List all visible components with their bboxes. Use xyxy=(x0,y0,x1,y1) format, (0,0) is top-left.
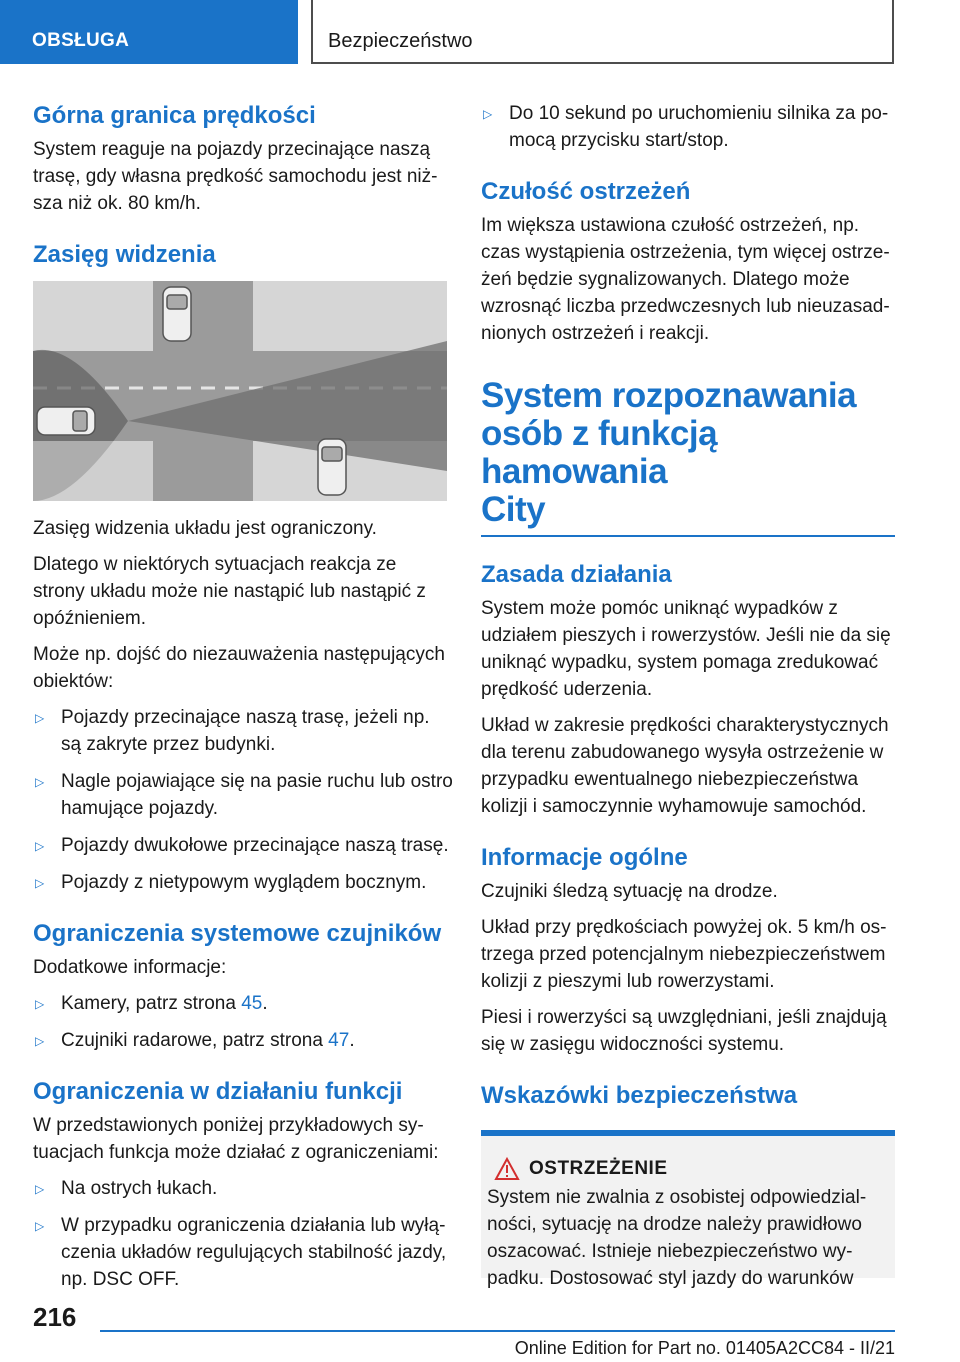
paragraph-upper-limit: System reaguje na pojazdy przecinające naszą trasę, gdy własna prędkość samochodu jest niższa niż ok. 80 km/h. xyxy=(33,139,438,214)
continued-list xyxy=(481,100,895,154)
car-left-icon xyxy=(37,407,95,435)
page-link-47[interactable]: 47 xyxy=(328,1030,350,1051)
list-item: ▷ Pojazdy dwukołowe przecinające naszą trasę. xyxy=(33,832,453,859)
list-item: ▷ Pojazdy z nietypowym wyglądem bocznym. xyxy=(33,869,453,896)
heading-principle: Zasada działania xyxy=(481,561,672,588)
heading-general: Informacje ogólne xyxy=(481,844,688,871)
list-item: ▷ Kamery, patrz strona 45. xyxy=(33,990,453,1017)
warning-text: System nie zwalnia z osobistej odpowiedzialności, sytuację na drodze należy prawidłowo oszacować. Istnieje niebezpieczeństwo wypadku. Dostosować styl jazdy do warunków xyxy=(487,1187,867,1289)
sensor-list xyxy=(33,990,453,1054)
paragraph-function: W przedstawionych poniżej przykładowych sytuacjach funkcja może działać z ograniczeniami: xyxy=(33,1115,439,1163)
heading-safety: Wskazówki bezpieczeństwa xyxy=(481,1082,798,1109)
warning-header xyxy=(495,1158,889,1180)
range-list xyxy=(33,704,453,896)
paragraph-general-3: Piesi i rowerzyści są uwzględniani, jeśli znajdują się w zasięgu widoczności systemu. xyxy=(481,1007,887,1055)
chapter-heading-line-2: osób z funkcją hamowania xyxy=(481,414,718,491)
left-column xyxy=(33,100,453,1303)
triangle-bullet-icon: ▷ xyxy=(483,107,493,121)
triangle-bullet-icon: ▷ xyxy=(35,1034,45,1048)
triangle-bullet-icon: ▷ xyxy=(35,711,45,725)
list-item: ▷ Do 10 sekund po uruchomieniu silnika za pomocą przycisku start/stop. xyxy=(483,103,889,151)
paragraph-range-1: Zasięg widzenia układu jest ograniczony. xyxy=(33,518,377,539)
range-diagram-image xyxy=(33,281,447,501)
triangle-bullet-icon: ▷ xyxy=(35,1182,45,1196)
section-tab xyxy=(0,0,298,64)
chapter-tab xyxy=(311,0,894,64)
paragraph-principle-2: Układ w zakresie prędkości charakterystycznych dla terenu zabudowanego wysyła ostrzeżenie w przypadku ewentualnego niebezpieczeństwa kolizji i samoczynnie wyhamowuje samochód. xyxy=(481,715,889,817)
car-bottom-icon xyxy=(318,439,346,495)
paragraph-range-2: Dlatego w niektórych sytuacjach reakcja ze strony układu może nie nastąpić lub nastąpić z opóźnieniem. xyxy=(33,554,426,629)
function-list xyxy=(33,1175,453,1293)
list-item: ▷ Na ostrych łukach. xyxy=(33,1175,453,1202)
warning-title: OSTRZEŻENIE xyxy=(529,1158,668,1179)
warning-triangle-icon xyxy=(495,1158,519,1180)
list-item: ▷ Pojazdy przecinające naszą trasę, jeżeli np. są zakryte przez budynki. xyxy=(35,707,430,755)
chapter-heading-line-3: City xyxy=(481,490,546,529)
section-title: OBSŁUGA xyxy=(32,30,130,51)
paragraph-sensor: Dodatkowe informacje: xyxy=(33,957,227,978)
page-number: 216 xyxy=(33,1302,77,1332)
triangle-bullet-icon: ▷ xyxy=(35,775,45,789)
heading-upper-limit: Górna granica prędkości xyxy=(33,102,316,129)
paragraph-general-1: Czujniki śledzą sytuację na drodze. xyxy=(481,881,778,902)
page-link-45[interactable]: 45 xyxy=(241,993,263,1014)
chapter-title: Bezpieczeństwo xyxy=(328,30,473,52)
list-item: ▷ W przypadku ograniczenia działania lub wyłączenia układów regulujących stabilność jazdy, np. DSC OFF. xyxy=(35,1215,447,1290)
heading-sensor-limits: Ograniczenia systemowe czujników xyxy=(33,920,442,947)
triangle-bullet-icon: ▷ xyxy=(35,997,45,1011)
heading-divider xyxy=(481,535,895,537)
triangle-bullet-icon: ▷ xyxy=(35,1219,45,1233)
car-top-icon xyxy=(163,287,191,341)
paragraph-sensitivity: Im większa ustawiona czułość ostrzeżeń, np. czas wystąpienia ostrzeżenia, tym więcej ostrzeżeń będzie sygnalizowanych. Dlatego może wzrosnąć liczba przedwczesnych lub nieuzasadnionych ostrzeżeń i reakcji. xyxy=(481,215,890,344)
paragraph-principle-1: System może pomóc uniknąć wypadków z udziałem pieszych i rowerzystów. Jeśli nie da się uniknąć wypadku, system pomaga zredukować prędkość uderzenia. xyxy=(481,598,891,700)
chapter-heading-line-1: System rozpoznawania xyxy=(481,376,857,415)
triangle-bullet-icon: ▷ xyxy=(35,839,45,853)
paragraph-general-2: Układ przy prędkościach powyżej ok. 5 km/h ostrzega przed potencjalnym niebezpieczeństwem kolizji z pieszymi lub rowerzystami. xyxy=(481,917,887,992)
footer-divider xyxy=(100,1330,895,1332)
footer-edition: Online Edition for Part no. 01405A2CC84 - II/21 xyxy=(514,1338,895,1358)
heading-function-limits: Ograniczenia w działaniu funkcji xyxy=(33,1078,403,1105)
heading-range: Zasięg widzenia xyxy=(33,241,216,268)
list-item: ▷ Czujniki radarowe, patrz strona 47. xyxy=(33,1027,453,1054)
triangle-bullet-icon: ▷ xyxy=(35,876,45,890)
heading-sensitivity: Czułość ostrzeżeń xyxy=(481,178,691,205)
paragraph-range-3: Może np. dojść do niezauważenia następujących obiektów: xyxy=(33,644,445,692)
warning-box xyxy=(481,1130,895,1289)
list-item: ▷ Nagle pojawiające się na pasie ruchu lub ostro hamujące pojazdy. xyxy=(35,771,453,819)
right-column xyxy=(481,100,895,1289)
chapter-heading-block xyxy=(481,377,895,537)
